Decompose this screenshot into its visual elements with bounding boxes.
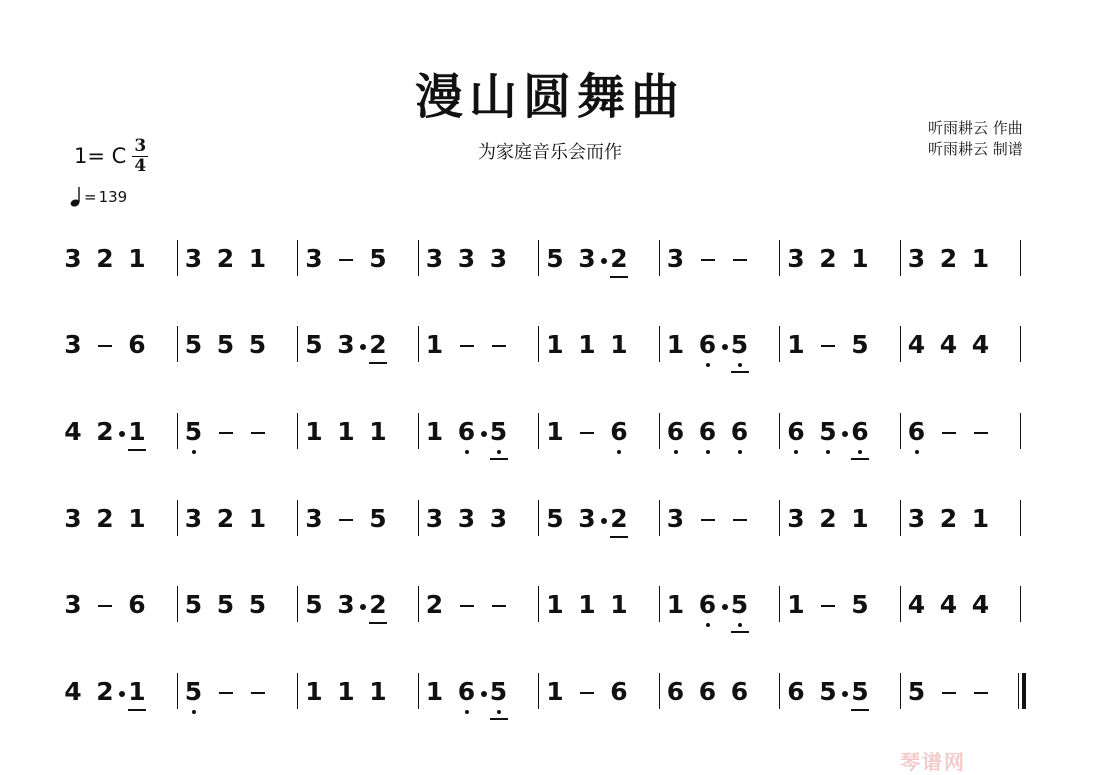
lower-octave-dot: [192, 450, 196, 454]
note: 1: [546, 417, 564, 446]
barline: [297, 673, 298, 709]
extension-dash: [821, 605, 835, 607]
barline: [779, 326, 780, 362]
lower-octave-dot: [826, 450, 830, 454]
note: 6: [696, 417, 720, 447]
extension-dash: [251, 432, 265, 434]
note: 3: [666, 504, 685, 533]
note: 1: [546, 677, 564, 706]
note: 3: [305, 244, 323, 273]
lower-octave-dot: [192, 710, 196, 714]
watermark: 琴谱网: [900, 750, 966, 774]
note: 5: [305, 330, 323, 359]
barline: [297, 586, 298, 622]
barline: [1020, 413, 1021, 449]
note: 2: [96, 677, 114, 706]
note: 2: [366, 330, 390, 360]
note: 2: [939, 244, 958, 273]
note: 1: [787, 590, 805, 619]
note: 1: [425, 330, 444, 359]
note: 6: [455, 677, 479, 707]
barline: [900, 586, 901, 622]
note: 3: [787, 244, 805, 273]
note: 6: [128, 590, 146, 619]
note: 6: [455, 417, 479, 447]
extension-dash: [251, 692, 265, 694]
note: 2: [819, 244, 837, 273]
note: 5: [182, 677, 206, 707]
barline: [659, 413, 660, 449]
note: 3: [184, 244, 203, 273]
note: 4: [64, 417, 82, 446]
barline: [1020, 326, 1021, 362]
extension-dash: [974, 432, 988, 434]
extension-dash: [460, 345, 474, 347]
lower-octave-dot: [465, 710, 469, 714]
score-line: [0, 413, 1100, 453]
barline: [659, 673, 660, 709]
note: 1: [851, 244, 869, 273]
note: 2: [216, 244, 235, 273]
note: 5: [248, 590, 267, 619]
extension-dash: [733, 519, 747, 521]
note: 1: [248, 504, 267, 533]
eighth-underline: [851, 709, 869, 711]
barline: [900, 500, 901, 536]
note: 2: [96, 417, 114, 446]
score-line: [0, 326, 1100, 366]
note: 6: [728, 417, 752, 447]
note: 6: [787, 677, 805, 706]
lower-octave-dot: [674, 450, 678, 454]
note: 2: [425, 590, 444, 619]
note: 6: [696, 590, 720, 620]
barline: [538, 586, 539, 622]
note: 2: [819, 504, 837, 533]
note: 3: [184, 504, 203, 533]
extension-dash: [701, 519, 715, 521]
note: 3: [64, 330, 82, 359]
note: 6: [698, 677, 717, 706]
barline: [297, 413, 298, 449]
extension-dash: [339, 259, 353, 261]
note: 1: [578, 590, 596, 619]
barline: [659, 500, 660, 536]
note: 2: [216, 504, 235, 533]
barline: [177, 673, 178, 709]
note: 1: [971, 504, 990, 533]
barline: [900, 326, 901, 362]
note: 4: [907, 330, 926, 359]
extension-dash: [580, 692, 594, 694]
lower-octave-dot: [497, 450, 501, 454]
note: 1: [971, 244, 990, 273]
barline: [177, 240, 178, 276]
barline: [297, 326, 298, 362]
note: 5: [728, 590, 752, 620]
lower-octave-dot: [794, 450, 798, 454]
extension-dash: [733, 259, 747, 261]
barline: [297, 240, 298, 276]
extension-dash: [219, 432, 233, 434]
note: 3: [578, 244, 596, 273]
note: 1: [369, 417, 387, 446]
note: 1: [305, 417, 323, 446]
barline: [177, 413, 178, 449]
score-line: [0, 240, 1100, 280]
time-signature-bottom: 4: [134, 155, 147, 176]
note: 3: [489, 244, 508, 273]
note: 6: [784, 417, 808, 447]
subtitle: 为家庭音乐会而作: [478, 142, 622, 163]
note: 3: [907, 244, 926, 273]
barline: [1020, 240, 1021, 276]
note: 1: [128, 244, 146, 273]
note: 3: [337, 590, 355, 619]
note: 4: [971, 590, 990, 619]
note: 5: [369, 504, 387, 533]
score-line: [0, 500, 1100, 540]
barline: [659, 586, 660, 622]
final-barline: [1018, 673, 1026, 709]
eighth-underline: [128, 709, 146, 711]
note: 3: [489, 504, 508, 533]
note: 3: [578, 504, 596, 533]
extension-dash: [219, 692, 233, 694]
note: 2: [96, 244, 114, 273]
note: 5: [546, 504, 564, 533]
tempo-value: 139: [98, 188, 128, 206]
lower-octave-dot: [465, 450, 469, 454]
lower-octave-dot: [915, 450, 919, 454]
note: 1: [128, 504, 146, 533]
note: 6: [848, 417, 872, 447]
note: 3: [666, 244, 685, 273]
note: 6: [128, 330, 146, 359]
note: 3: [457, 504, 476, 533]
note: 5: [816, 417, 840, 447]
extension-dash: [339, 519, 353, 521]
note: 3: [457, 244, 476, 273]
note: 6: [607, 417, 631, 447]
barline: [779, 673, 780, 709]
note: 5: [305, 590, 323, 619]
lower-octave-dot: [617, 450, 621, 454]
note: 3: [907, 504, 926, 533]
eighth-underline: [128, 449, 146, 451]
eighth-underline: [610, 276, 628, 278]
barline: [418, 413, 419, 449]
note: 1: [610, 330, 628, 359]
barline: [779, 240, 780, 276]
note: 1: [666, 590, 685, 619]
note: 3: [425, 244, 444, 273]
note: 1: [610, 590, 628, 619]
barline: [779, 500, 780, 536]
key-label: 1= C: [74, 144, 127, 168]
lower-octave-dot: [497, 710, 501, 714]
barline: [177, 586, 178, 622]
eighth-underline: [610, 536, 628, 538]
note: 5: [248, 330, 267, 359]
eighth-underline: [369, 622, 387, 624]
note: 1: [666, 330, 685, 359]
note: 3: [787, 504, 805, 533]
note: 5: [851, 590, 869, 619]
note: 1: [337, 417, 355, 446]
note: 6: [610, 677, 628, 706]
eighth-underline: [731, 631, 749, 633]
note: 1: [305, 677, 323, 706]
note: 1: [546, 590, 564, 619]
barline: [418, 326, 419, 362]
lower-octave-dot: [738, 450, 742, 454]
note: 6: [666, 677, 685, 706]
barline: [538, 240, 539, 276]
note: 4: [64, 677, 82, 706]
note: 3: [64, 244, 82, 273]
note: 5: [369, 244, 387, 273]
extension-dash: [942, 432, 956, 434]
extension-dash: [460, 605, 474, 607]
note: 2: [607, 504, 631, 534]
extension-dash: [580, 432, 594, 434]
eighth-underline: [490, 458, 508, 460]
lower-octave-dot: [738, 623, 742, 627]
note: 1: [546, 330, 564, 359]
note: 5: [184, 590, 203, 619]
note: 3: [337, 330, 355, 359]
eighth-underline: [851, 458, 869, 460]
barline: [418, 586, 419, 622]
note: 5: [848, 677, 872, 707]
note: 5: [851, 330, 869, 359]
extension-dash: [492, 605, 506, 607]
barline: [1020, 586, 1021, 622]
extension-dash: [974, 692, 988, 694]
note: 6: [696, 330, 720, 360]
note: 2: [939, 504, 958, 533]
note: 4: [907, 590, 926, 619]
barline: [418, 240, 419, 276]
note: 1: [851, 504, 869, 533]
arranger-credit: 听雨耕云 制谱: [928, 140, 1023, 158]
barline: [538, 413, 539, 449]
eighth-underline: [490, 718, 508, 720]
note: 5: [216, 590, 235, 619]
barline: [177, 500, 178, 536]
lower-octave-dot: [858, 450, 862, 454]
barline: [538, 500, 539, 536]
note: 5: [184, 330, 203, 359]
extension-dash: [942, 692, 956, 694]
extension-dash: [492, 345, 506, 347]
barline: [900, 240, 901, 276]
lower-octave-dot: [738, 363, 742, 367]
note: 1: [787, 330, 805, 359]
note: 5: [182, 417, 206, 447]
barline: [659, 326, 660, 362]
note: 3: [305, 504, 323, 533]
note: 2: [366, 590, 390, 620]
tempo-equals: =: [84, 188, 97, 206]
lower-octave-dot: [706, 623, 710, 627]
score-line: [0, 586, 1100, 626]
barline: [900, 413, 901, 449]
barline: [779, 586, 780, 622]
note: 3: [64, 504, 82, 533]
note: 1: [425, 677, 444, 706]
note: 5: [819, 677, 837, 706]
note: 1: [337, 677, 355, 706]
lower-octave-dot: [706, 363, 710, 367]
note: 4: [939, 330, 958, 359]
barline: [538, 326, 539, 362]
barline: [418, 500, 419, 536]
note: 3: [425, 504, 444, 533]
note: 5: [907, 677, 926, 706]
note: 1: [125, 677, 149, 707]
eighth-underline: [731, 371, 749, 373]
score-line: [0, 673, 1100, 713]
time-signature-top: 3: [134, 135, 147, 156]
note: 5: [546, 244, 564, 273]
note: 1: [125, 417, 149, 447]
lower-octave-dot: [706, 450, 710, 454]
barline: [779, 413, 780, 449]
note: 4: [971, 330, 990, 359]
note: 6: [664, 417, 688, 447]
note: 5: [728, 330, 752, 360]
page-title: 漫山圆舞曲: [414, 69, 685, 125]
barline: [177, 326, 178, 362]
note: 5: [216, 330, 235, 359]
note: 2: [96, 504, 114, 533]
barline: [297, 500, 298, 536]
extension-dash: [821, 345, 835, 347]
note: 3: [64, 590, 82, 619]
barline: [538, 673, 539, 709]
extension-dash: [98, 605, 112, 607]
eighth-underline: [369, 362, 387, 364]
barline: [900, 673, 901, 709]
barline: [1020, 500, 1021, 536]
composer-credit: 听雨耕云 作曲: [928, 119, 1023, 137]
extension-dash: [701, 259, 715, 261]
note: 1: [578, 330, 596, 359]
barline: [418, 673, 419, 709]
note: 5: [487, 417, 511, 447]
note: 1: [425, 417, 444, 446]
note: 6: [905, 417, 929, 447]
note: 2: [607, 244, 631, 274]
extension-dash: [98, 345, 112, 347]
note: 1: [248, 244, 267, 273]
note: 4: [939, 590, 958, 619]
barline: [659, 240, 660, 276]
note: 5: [487, 677, 511, 707]
note: 6: [730, 677, 749, 706]
note: 1: [369, 677, 387, 706]
